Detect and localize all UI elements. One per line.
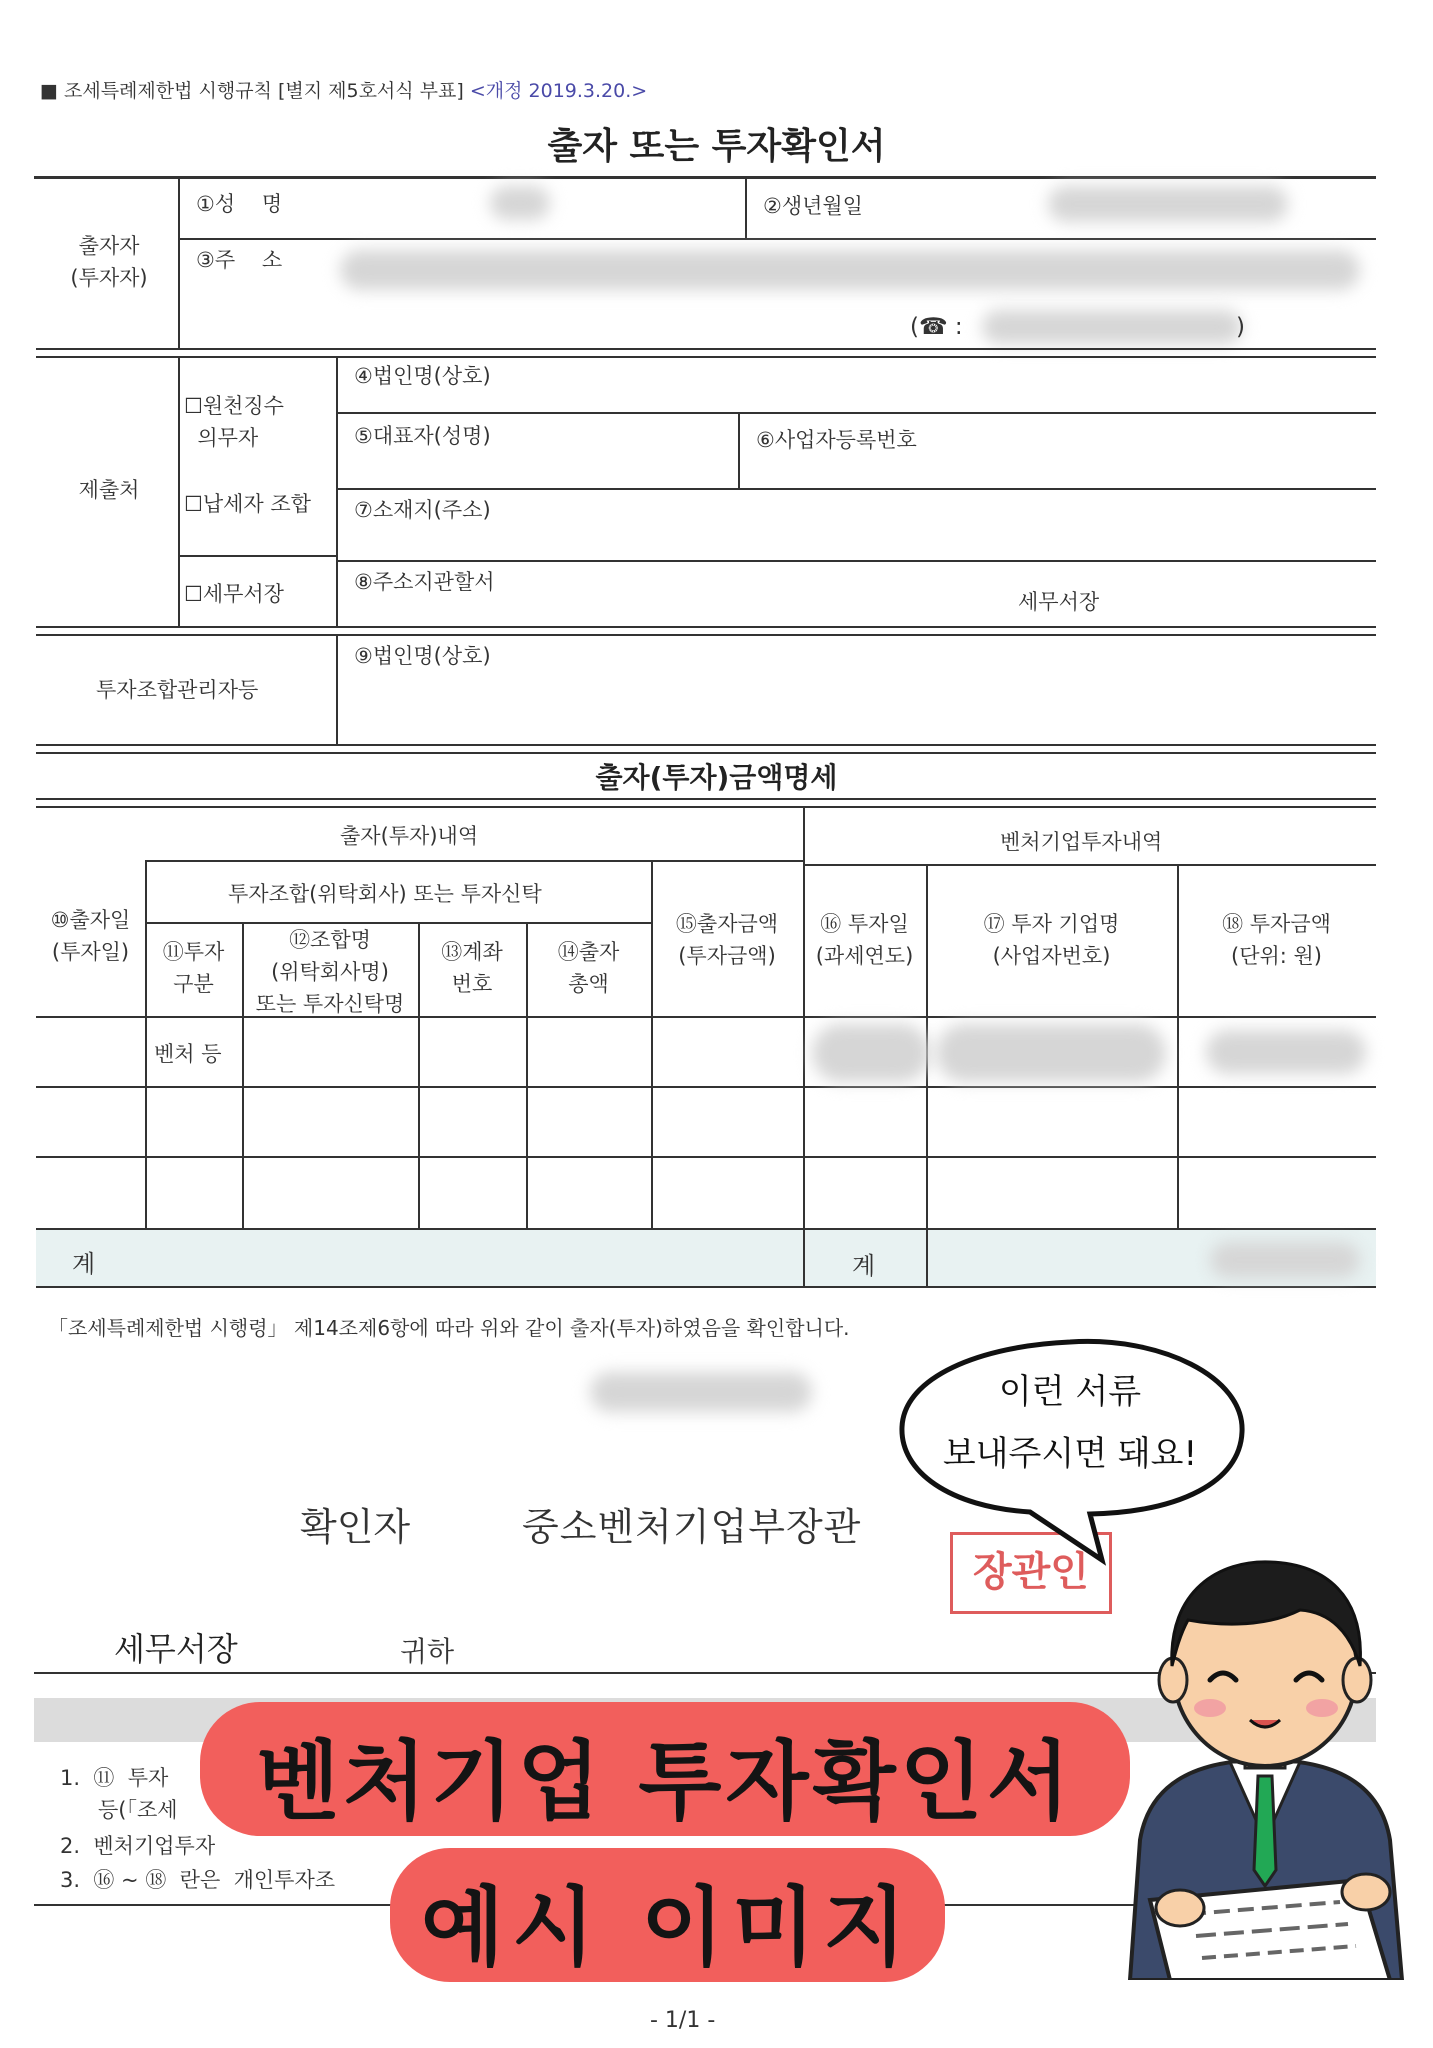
amount-section-title: 출자(투자)금액명세 [595,761,838,794]
union-corp-name-label: ⑨법인명(상호) [354,644,491,668]
total-right-label: 계 [852,1252,876,1280]
redacted-phone [982,310,1242,344]
phone-suffix: ) [1236,314,1245,340]
col-company-header: ⑰ 투자 기업명 (사업자번호) [983,912,1120,968]
investor-section-label: 출자자 (투자자) [70,234,148,290]
tie [1254,1776,1276,1886]
col-union-name-header: ⑫조합명 (위탁회사명) 또는 투자신탁명 [255,928,405,1016]
phone-prefix: (☎ : [910,314,963,340]
note-3: 3. ⑯ ~ ⑱ 란은 개인투자조 [60,1868,336,1892]
double-divider [36,626,1376,636]
divider [745,178,747,238]
divider [145,862,147,1230]
taxpayer-union-checkbox[interactable]: ☐납세자 조합 [184,492,311,516]
right-hand [1342,1874,1390,1910]
banner-subtitle: 예시 이미지 [420,1878,915,1978]
divider [178,555,336,557]
divider [178,178,180,348]
jurisdiction-label: ⑧주소지관할서 [354,570,495,594]
submission-section-label: 제출처 [78,478,140,502]
divider [34,176,1376,179]
name-label: ①성 명 [196,192,283,216]
legal-text: 「조세특례제한법 시행령」 제14조제6항에 따라 위와 같이 출자(투자)하였음을 확인합니다. [48,1316,850,1340]
biz-reg-number-label: ⑥사업자등록번호 [756,428,917,452]
double-divider [36,348,1376,358]
speech-line-1: 이런 서류 [998,1372,1142,1412]
note-1-continued: 등(「조세 [98,1798,178,1822]
redacted-address [340,250,1360,290]
col-invest-date-header: ⑯ 투자일 (과세연도) [815,912,914,968]
col-account-header: ⑬계좌 번호 [441,940,503,996]
divider [178,356,180,626]
document-title: 출자 또는 투자확인서 [547,126,886,167]
withholding-checkbox[interactable]: ☐원천징수 의무자 [184,394,284,450]
left-group-header: 출자(투자)내역 [340,824,479,848]
note-2: 2. 벤처기업투자 [60,1834,216,1858]
redacted-amount [1206,1030,1366,1074]
page-number: - 1/1 - [650,2008,716,2033]
union-group-header: 투자조합(위탁회사) 또는 투자신탁 [228,882,542,906]
redacted-birthdate [1048,186,1288,222]
speech-line-2: 보내주시면 돼요! [942,1434,1198,1474]
banner-title: 벤처기업 투자확인서 [256,1732,1074,1832]
businessman-illustration [1110,1540,1420,1980]
col-date-header: ⑩출자일 (투자일) [50,908,131,964]
total-left-label: 계 [72,1250,96,1278]
right-cheek [1306,1699,1338,1717]
divider [36,1016,1376,1018]
tax-office-suffix: 세무서장 [1018,590,1100,614]
divider [145,860,803,862]
divider [36,1286,1376,1288]
divider [336,634,338,744]
divider [805,864,1376,866]
redacted-date [590,1372,812,1412]
divider [738,414,740,488]
confirmer-name: 중소벤처기업부장관 [522,1505,862,1549]
total-row-shade [36,1230,1376,1286]
corp-name-label: ④법인명(상호) [354,364,491,388]
honorific: 귀하 [400,1635,455,1668]
location-label: ⑦소재지(주소) [354,498,491,522]
redacted-company [936,1024,1166,1082]
right-group-header: 벤처기업투자내역 [1000,830,1163,854]
divider [36,1156,1376,1158]
divider [336,356,338,626]
confirmer-label: 확인자 [300,1505,411,1549]
divider [803,808,805,1286]
col-invest-amount-header: ⑱ 투자금액 (단위: 원) [1222,912,1331,968]
col-total-header: ⑭출자 총액 [557,940,620,996]
revision-date: <개정 2019.3.20.> [469,80,648,102]
divider [336,560,1376,562]
double-divider [36,798,1376,808]
official-seal: 장관인 [950,1532,1112,1614]
left-hand [1156,1890,1204,1926]
address-label: ③주 소 [196,248,283,272]
divider [336,412,1376,414]
birthdate-label: ②생년월일 [763,194,863,218]
redacted-invest-date [812,1024,930,1082]
double-divider [36,744,1376,754]
representative-label: ⑤대표자(성명) [354,424,491,448]
regulation-line: ■ 조세특례제한법 시행규칙 [별지 제5호서식 부표] <개정 2019.3.20.> [40,80,648,102]
col-type-header: ⑪투자 구분 [162,940,225,996]
divider [336,488,1376,490]
redacted-name [490,186,550,220]
divider [178,238,1376,240]
note-1: 1. ⑪ 투자 [60,1766,169,1790]
row1-type: 벤처 등 [154,1042,222,1066]
tax-office-checkbox[interactable]: ☐세무서장 [184,582,284,606]
redacted-total [1210,1242,1360,1278]
recipient: 세무서장 [114,1630,238,1668]
right-ear [1343,1658,1371,1702]
left-cheek [1194,1699,1226,1717]
col-amount-header: ⑮출자금액 (투자금액) [675,912,779,968]
union-manager-label: 투자조합관리자등 [96,678,259,702]
divider [36,1086,1376,1088]
